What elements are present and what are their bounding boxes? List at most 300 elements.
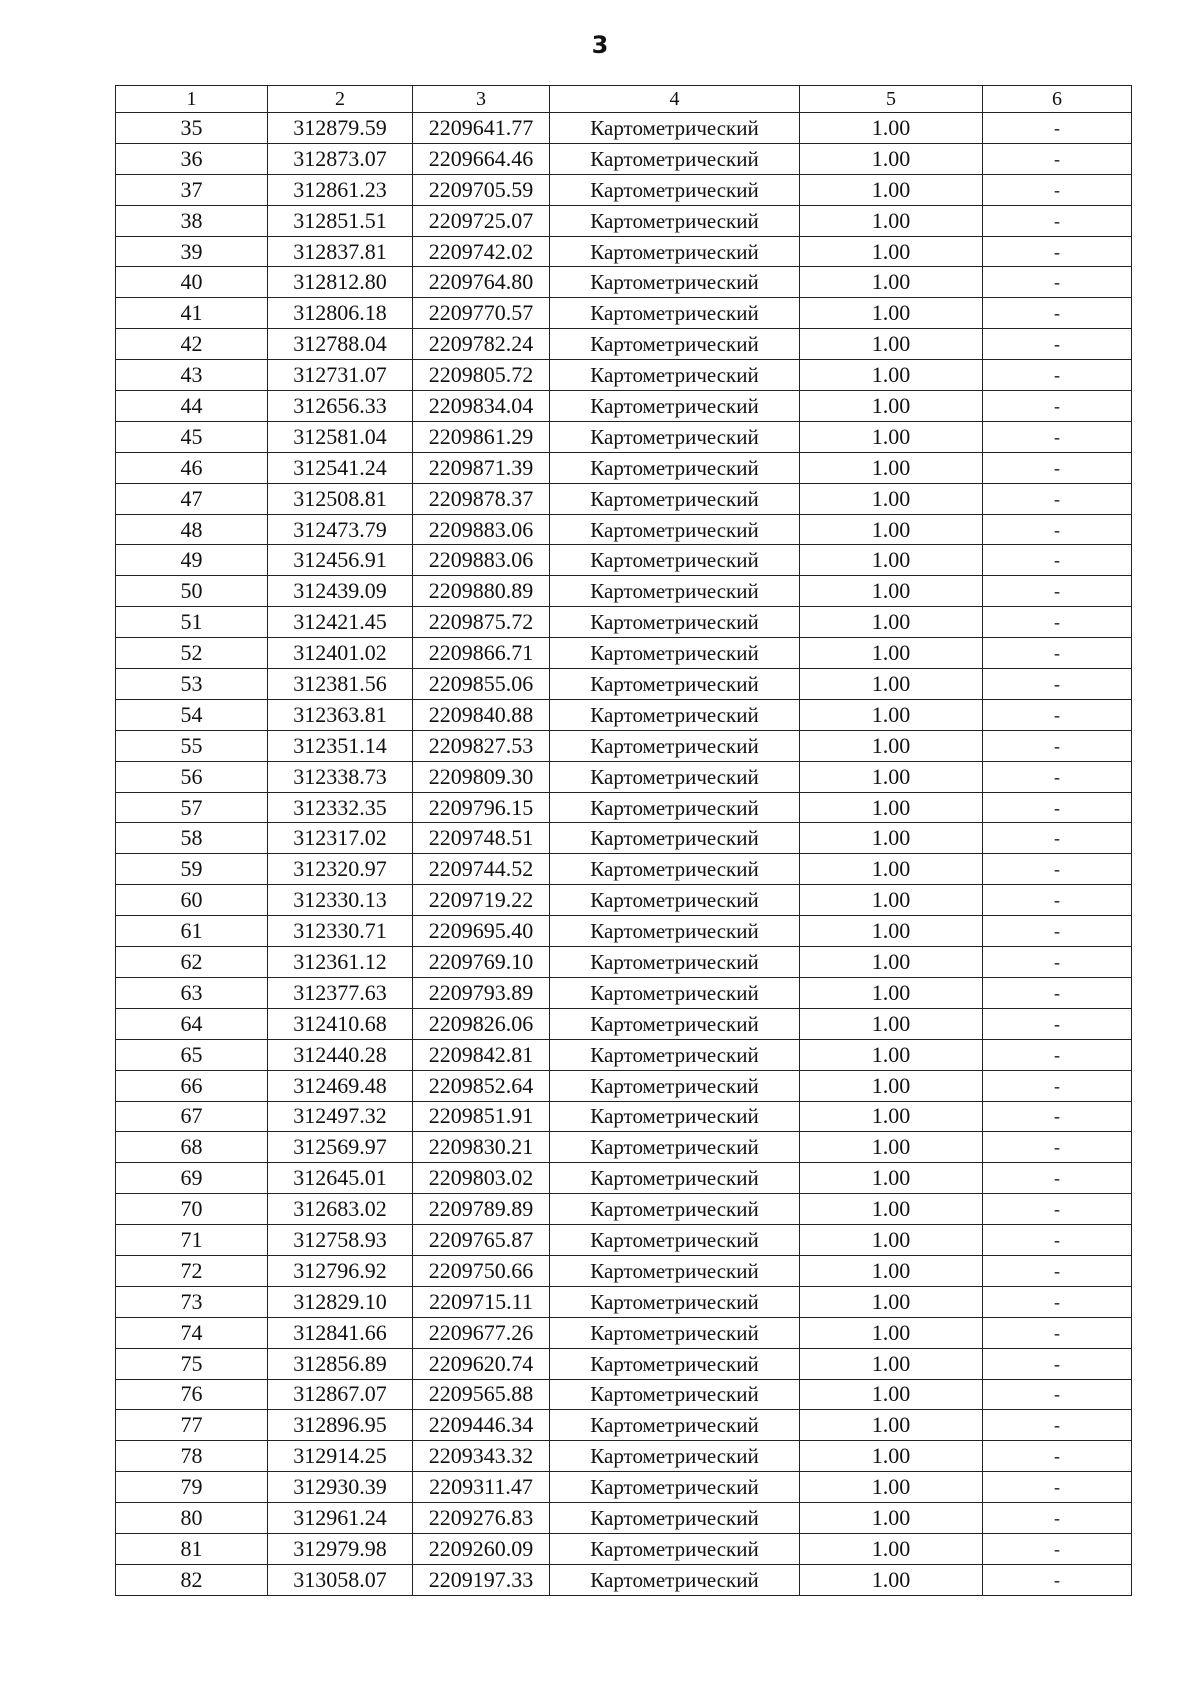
table-row — [116, 421, 1132, 452]
x-coordinate-cell: 312656.33 — [268, 391, 413, 422]
method-cell: Картометрический — [550, 607, 800, 638]
x-coordinate-cell: 312873.07 — [268, 143, 413, 174]
x-coordinate-cell: 312473.79 — [268, 514, 413, 545]
method-cell: Картометрический — [550, 576, 800, 607]
header-cell: 5 — [800, 86, 983, 113]
x-coordinate-cell: 312796.92 — [268, 1255, 413, 1286]
accuracy-cell: 1.00 — [800, 607, 983, 638]
accuracy-cell: 1.00 — [800, 267, 983, 298]
point-number-cell: 79 — [116, 1472, 268, 1503]
point-number-cell: 69 — [116, 1163, 268, 1194]
x-coordinate-cell: 312879.59 — [268, 113, 413, 144]
method-cell: Картометрический — [550, 205, 800, 236]
table-row — [116, 1255, 1132, 1286]
table-row — [116, 1379, 1132, 1410]
header-cell: 6 — [983, 86, 1132, 113]
x-coordinate-cell: 312320.97 — [268, 854, 413, 885]
table-row — [116, 730, 1132, 761]
method-cell: Картометрический — [550, 1410, 800, 1441]
method-cell: Картометрический — [550, 1039, 800, 1070]
point-number-cell: 40 — [116, 267, 268, 298]
method-cell: Картометрический — [550, 1163, 800, 1194]
point-number-cell: 78 — [116, 1441, 268, 1472]
note-cell: - — [983, 607, 1132, 638]
x-coordinate-cell: 312581.04 — [268, 421, 413, 452]
point-number-cell: 45 — [116, 421, 268, 452]
accuracy-cell: 1.00 — [800, 1194, 983, 1225]
note-cell: - — [983, 298, 1132, 329]
method-cell: Картометрический — [550, 1533, 800, 1564]
note-cell: - — [983, 576, 1132, 607]
table-row — [116, 360, 1132, 391]
y-coordinate-cell: 2209826.06 — [413, 1008, 550, 1039]
x-coordinate-cell: 312645.01 — [268, 1163, 413, 1194]
accuracy-cell: 1.00 — [800, 514, 983, 545]
y-coordinate-cell: 2209852.64 — [413, 1070, 550, 1101]
point-number-cell: 50 — [116, 576, 268, 607]
method-cell: Картометрический — [550, 1472, 800, 1503]
header-cell: 3 — [413, 86, 550, 113]
point-number-cell: 48 — [116, 514, 268, 545]
method-cell: Картометрический — [550, 761, 800, 792]
point-number-cell: 71 — [116, 1225, 268, 1256]
table-row — [116, 699, 1132, 730]
method-cell: Картометрический — [550, 1194, 800, 1225]
method-cell: Картометрический — [550, 236, 800, 267]
x-coordinate-cell: 312861.23 — [268, 174, 413, 205]
y-coordinate-cell: 2209840.88 — [413, 699, 550, 730]
method-cell: Картометрический — [550, 1564, 800, 1595]
x-coordinate-cell: 312731.07 — [268, 360, 413, 391]
method-cell: Картометрический — [550, 1503, 800, 1534]
accuracy-cell: 1.00 — [800, 1039, 983, 1070]
y-coordinate-cell: 2209620.74 — [413, 1348, 550, 1379]
table-body — [116, 86, 1132, 1596]
y-coordinate-cell: 2209343.32 — [413, 1441, 550, 1472]
method-cell: Картометрический — [550, 1286, 800, 1317]
y-coordinate-cell: 2209260.09 — [413, 1533, 550, 1564]
point-number-cell: 55 — [116, 730, 268, 761]
x-coordinate-cell: 312363.81 — [268, 699, 413, 730]
y-coordinate-cell: 2209830.21 — [413, 1132, 550, 1163]
accuracy-cell: 1.00 — [800, 545, 983, 576]
accuracy-cell: 1.00 — [800, 205, 983, 236]
note-cell: - — [983, 514, 1132, 545]
x-coordinate-cell: 312841.66 — [268, 1317, 413, 1348]
note-cell: - — [983, 823, 1132, 854]
x-coordinate-cell: 312812.80 — [268, 267, 413, 298]
x-coordinate-cell: 312401.02 — [268, 638, 413, 669]
method-cell: Картометрический — [550, 514, 800, 545]
note-cell: - — [983, 916, 1132, 947]
y-coordinate-cell: 2209715.11 — [413, 1286, 550, 1317]
table-row — [116, 143, 1132, 174]
note-cell: - — [983, 885, 1132, 916]
table-row — [116, 638, 1132, 669]
point-number-cell: 58 — [116, 823, 268, 854]
x-coordinate-cell: 312338.73 — [268, 761, 413, 792]
note-cell: - — [983, 113, 1132, 144]
point-number-cell: 59 — [116, 854, 268, 885]
note-cell: - — [983, 1503, 1132, 1534]
x-coordinate-cell: 312788.04 — [268, 329, 413, 360]
method-cell: Картометрический — [550, 792, 800, 823]
point-number-cell: 54 — [116, 699, 268, 730]
accuracy-cell: 1.00 — [800, 236, 983, 267]
note-cell: - — [983, 329, 1132, 360]
x-coordinate-cell: 312837.81 — [268, 236, 413, 267]
point-number-cell: 42 — [116, 329, 268, 360]
point-number-cell: 44 — [116, 391, 268, 422]
x-coordinate-cell: 312851.51 — [268, 205, 413, 236]
note-cell: - — [983, 1533, 1132, 1564]
note-cell: - — [983, 1286, 1132, 1317]
table-row — [116, 1410, 1132, 1441]
table-row — [116, 1225, 1132, 1256]
note-cell: - — [983, 977, 1132, 1008]
table-row — [116, 1132, 1132, 1163]
table-row — [116, 885, 1132, 916]
method-cell: Картометрический — [550, 113, 800, 144]
point-number-cell: 47 — [116, 483, 268, 514]
table-row — [116, 298, 1132, 329]
method-cell: Картометрический — [550, 1070, 800, 1101]
point-number-cell: 77 — [116, 1410, 268, 1441]
x-coordinate-cell: 312377.63 — [268, 977, 413, 1008]
table-row — [116, 1317, 1132, 1348]
note-cell: - — [983, 730, 1132, 761]
x-coordinate-cell: 312330.71 — [268, 916, 413, 947]
y-coordinate-cell: 2209664.46 — [413, 143, 550, 174]
note-cell: - — [983, 1410, 1132, 1441]
method-cell: Картометрический — [550, 1101, 800, 1132]
point-number-cell: 80 — [116, 1503, 268, 1534]
point-number-cell: 51 — [116, 607, 268, 638]
note-cell: - — [983, 143, 1132, 174]
point-number-cell: 36 — [116, 143, 268, 174]
accuracy-cell: 1.00 — [800, 174, 983, 205]
note-cell: - — [983, 669, 1132, 700]
point-number-cell: 56 — [116, 761, 268, 792]
accuracy-cell: 1.00 — [800, 761, 983, 792]
method-cell: Картометрический — [550, 916, 800, 947]
accuracy-cell: 1.00 — [800, 1441, 983, 1472]
accuracy-cell: 1.00 — [800, 792, 983, 823]
y-coordinate-cell: 2209880.89 — [413, 576, 550, 607]
table-row — [116, 1070, 1132, 1101]
x-coordinate-cell: 312508.81 — [268, 483, 413, 514]
y-coordinate-cell: 2209765.87 — [413, 1225, 550, 1256]
y-coordinate-cell: 2209866.71 — [413, 638, 550, 669]
accuracy-cell: 1.00 — [800, 885, 983, 916]
x-coordinate-cell: 312914.25 — [268, 1441, 413, 1472]
note-cell: - — [983, 452, 1132, 483]
y-coordinate-cell: 2209789.89 — [413, 1194, 550, 1225]
method-cell: Картометрический — [550, 1225, 800, 1256]
point-number-cell: 76 — [116, 1379, 268, 1410]
accuracy-cell: 1.00 — [800, 947, 983, 978]
accuracy-cell: 1.00 — [800, 298, 983, 329]
method-cell: Картометрический — [550, 391, 800, 422]
table-row — [116, 792, 1132, 823]
point-number-cell: 67 — [116, 1101, 268, 1132]
table-row — [116, 1441, 1132, 1472]
y-coordinate-cell: 2209855.06 — [413, 669, 550, 700]
x-coordinate-cell: 312497.32 — [268, 1101, 413, 1132]
note-cell: - — [983, 267, 1132, 298]
note-cell: - — [983, 1379, 1132, 1410]
note-cell: - — [983, 1564, 1132, 1595]
y-coordinate-cell: 2209565.88 — [413, 1379, 550, 1410]
table-row — [116, 1533, 1132, 1564]
point-number-cell: 37 — [116, 174, 268, 205]
x-coordinate-cell: 312469.48 — [268, 1070, 413, 1101]
table-row — [116, 174, 1132, 205]
method-cell: Картометрический — [550, 699, 800, 730]
point-number-cell: 38 — [116, 205, 268, 236]
method-cell: Картометрический — [550, 947, 800, 978]
x-coordinate-cell: 312569.97 — [268, 1132, 413, 1163]
x-coordinate-cell: 312806.18 — [268, 298, 413, 329]
method-cell: Картометрический — [550, 854, 800, 885]
x-coordinate-cell: 312896.95 — [268, 1410, 413, 1441]
method-cell: Картометрический — [550, 638, 800, 669]
y-coordinate-cell: 2209878.37 — [413, 483, 550, 514]
point-number-cell: 35 — [116, 113, 268, 144]
note-cell: - — [983, 360, 1132, 391]
note-cell: - — [983, 174, 1132, 205]
x-coordinate-cell: 313058.07 — [268, 1564, 413, 1595]
point-number-cell: 61 — [116, 916, 268, 947]
note-cell: - — [983, 421, 1132, 452]
note-cell: - — [983, 1317, 1132, 1348]
x-coordinate-cell: 312961.24 — [268, 1503, 413, 1534]
table-row — [116, 916, 1132, 947]
note-cell: - — [983, 947, 1132, 978]
note-cell: - — [983, 483, 1132, 514]
point-number-cell: 43 — [116, 360, 268, 391]
y-coordinate-cell: 2209883.06 — [413, 514, 550, 545]
table-row — [116, 761, 1132, 792]
table-row — [116, 113, 1132, 144]
note-cell: - — [983, 236, 1132, 267]
method-cell: Картометрический — [550, 823, 800, 854]
note-cell: - — [983, 1163, 1132, 1194]
accuracy-cell: 1.00 — [800, 1286, 983, 1317]
note-cell: - — [983, 391, 1132, 422]
accuracy-cell: 1.00 — [800, 1348, 983, 1379]
y-coordinate-cell: 2209744.52 — [413, 854, 550, 885]
y-coordinate-cell: 2209641.77 — [413, 113, 550, 144]
point-number-cell: 81 — [116, 1533, 268, 1564]
table-row — [116, 1503, 1132, 1534]
table-row — [116, 267, 1132, 298]
x-coordinate-cell: 312351.14 — [268, 730, 413, 761]
accuracy-cell: 1.00 — [800, 1225, 983, 1256]
point-number-cell: 63 — [116, 977, 268, 1008]
point-number-cell: 74 — [116, 1317, 268, 1348]
table-row — [116, 669, 1132, 700]
accuracy-cell: 1.00 — [800, 1132, 983, 1163]
accuracy-cell: 1.00 — [800, 1533, 983, 1564]
header-cell: 2 — [268, 86, 413, 113]
method-cell: Картометрический — [550, 1132, 800, 1163]
accuracy-cell: 1.00 — [800, 1503, 983, 1534]
point-number-cell: 73 — [116, 1286, 268, 1317]
method-cell: Картометрический — [550, 1317, 800, 1348]
x-coordinate-cell: 312440.28 — [268, 1039, 413, 1070]
note-cell: - — [983, 638, 1132, 669]
point-number-cell: 64 — [116, 1008, 268, 1039]
x-coordinate-cell: 312456.91 — [268, 545, 413, 576]
method-cell: Картометрический — [550, 360, 800, 391]
point-number-cell: 65 — [116, 1039, 268, 1070]
note-cell: - — [983, 1348, 1132, 1379]
accuracy-cell: 1.00 — [800, 1379, 983, 1410]
accuracy-cell: 1.00 — [800, 1008, 983, 1039]
table-row — [116, 854, 1132, 885]
x-coordinate-cell: 312683.02 — [268, 1194, 413, 1225]
table-row — [116, 329, 1132, 360]
point-number-cell: 53 — [116, 669, 268, 700]
y-coordinate-cell: 2209750.66 — [413, 1255, 550, 1286]
table-row — [116, 514, 1132, 545]
y-coordinate-cell: 2209276.83 — [413, 1503, 550, 1534]
note-cell: - — [983, 1132, 1132, 1163]
x-coordinate-cell: 312856.89 — [268, 1348, 413, 1379]
x-coordinate-cell: 312330.13 — [268, 885, 413, 916]
note-cell: - — [983, 1225, 1132, 1256]
point-number-cell: 68 — [116, 1132, 268, 1163]
accuracy-cell: 1.00 — [800, 1101, 983, 1132]
method-cell: Картометрический — [550, 1008, 800, 1039]
x-coordinate-cell: 312867.07 — [268, 1379, 413, 1410]
y-coordinate-cell: 2209769.10 — [413, 947, 550, 978]
header-cell: 1 — [116, 86, 268, 113]
point-number-cell: 41 — [116, 298, 268, 329]
note-cell: - — [983, 761, 1132, 792]
point-number-cell: 49 — [116, 545, 268, 576]
y-coordinate-cell: 2209805.72 — [413, 360, 550, 391]
y-coordinate-cell: 2209705.59 — [413, 174, 550, 205]
point-number-cell: 57 — [116, 792, 268, 823]
accuracy-cell: 1.00 — [800, 329, 983, 360]
table-row — [116, 1472, 1132, 1503]
method-cell: Картометрический — [550, 730, 800, 761]
accuracy-cell: 1.00 — [800, 576, 983, 607]
accuracy-cell: 1.00 — [800, 143, 983, 174]
y-coordinate-cell: 2209725.07 — [413, 205, 550, 236]
table-row — [116, 947, 1132, 978]
y-coordinate-cell: 2209719.22 — [413, 885, 550, 916]
accuracy-cell: 1.00 — [800, 638, 983, 669]
x-coordinate-cell: 312421.45 — [268, 607, 413, 638]
y-coordinate-cell: 2209842.81 — [413, 1039, 550, 1070]
method-cell: Картометрический — [550, 977, 800, 1008]
table-row — [116, 1101, 1132, 1132]
point-number-cell: 39 — [116, 236, 268, 267]
y-coordinate-cell: 2209796.15 — [413, 792, 550, 823]
table-row — [116, 1039, 1132, 1070]
accuracy-cell: 1.00 — [800, 1564, 983, 1595]
point-number-cell: 72 — [116, 1255, 268, 1286]
table-header-row — [116, 86, 1132, 113]
point-number-cell: 75 — [116, 1348, 268, 1379]
accuracy-cell: 1.00 — [800, 699, 983, 730]
accuracy-cell: 1.00 — [800, 113, 983, 144]
method-cell: Картометрический — [550, 669, 800, 700]
coordinates-table — [115, 85, 1132, 1596]
y-coordinate-cell: 2209883.06 — [413, 545, 550, 576]
table-row — [116, 1163, 1132, 1194]
table-row — [116, 977, 1132, 1008]
note-cell: - — [983, 1039, 1132, 1070]
x-coordinate-cell: 312758.93 — [268, 1225, 413, 1256]
y-coordinate-cell: 2209875.72 — [413, 607, 550, 638]
table-row — [116, 1348, 1132, 1379]
x-coordinate-cell: 312541.24 — [268, 452, 413, 483]
method-cell: Картометрический — [550, 267, 800, 298]
point-number-cell: 66 — [116, 1070, 268, 1101]
note-cell: - — [983, 1255, 1132, 1286]
accuracy-cell: 1.00 — [800, 391, 983, 422]
x-coordinate-cell: 312439.09 — [268, 576, 413, 607]
table-row — [116, 483, 1132, 514]
accuracy-cell: 1.00 — [800, 360, 983, 391]
method-cell: Картометрический — [550, 174, 800, 205]
x-coordinate-cell: 312361.12 — [268, 947, 413, 978]
point-number-cell: 46 — [116, 452, 268, 483]
method-cell: Картометрический — [550, 885, 800, 916]
method-cell: Картометрический — [550, 545, 800, 576]
table-row — [116, 1008, 1132, 1039]
table-row — [116, 205, 1132, 236]
note-cell: - — [983, 1472, 1132, 1503]
method-cell: Картометрический — [550, 329, 800, 360]
accuracy-cell: 1.00 — [800, 669, 983, 700]
table-row — [116, 391, 1132, 422]
note-cell: - — [983, 1008, 1132, 1039]
method-cell: Картометрический — [550, 1255, 800, 1286]
method-cell: Картометрический — [550, 1441, 800, 1472]
x-coordinate-cell: 312381.56 — [268, 669, 413, 700]
table-row — [116, 823, 1132, 854]
accuracy-cell: 1.00 — [800, 1410, 983, 1441]
note-cell: - — [983, 1070, 1132, 1101]
table-row — [116, 545, 1132, 576]
note-cell: - — [983, 205, 1132, 236]
y-coordinate-cell: 2209677.26 — [413, 1317, 550, 1348]
accuracy-cell: 1.00 — [800, 730, 983, 761]
accuracy-cell: 1.00 — [800, 452, 983, 483]
y-coordinate-cell: 2209793.89 — [413, 977, 550, 1008]
point-number-cell: 52 — [116, 638, 268, 669]
point-number-cell: 82 — [116, 1564, 268, 1595]
y-coordinate-cell: 2209851.91 — [413, 1101, 550, 1132]
method-cell: Картометрический — [550, 1379, 800, 1410]
header-cell: 4 — [550, 86, 800, 113]
point-number-cell: 62 — [116, 947, 268, 978]
y-coordinate-cell: 2209803.02 — [413, 1163, 550, 1194]
accuracy-cell: 1.00 — [800, 823, 983, 854]
accuracy-cell: 1.00 — [800, 1163, 983, 1194]
accuracy-cell: 1.00 — [800, 483, 983, 514]
accuracy-cell: 1.00 — [800, 854, 983, 885]
table-row — [116, 1286, 1132, 1317]
y-coordinate-cell: 2209770.57 — [413, 298, 550, 329]
table-row — [116, 576, 1132, 607]
table-row — [116, 236, 1132, 267]
